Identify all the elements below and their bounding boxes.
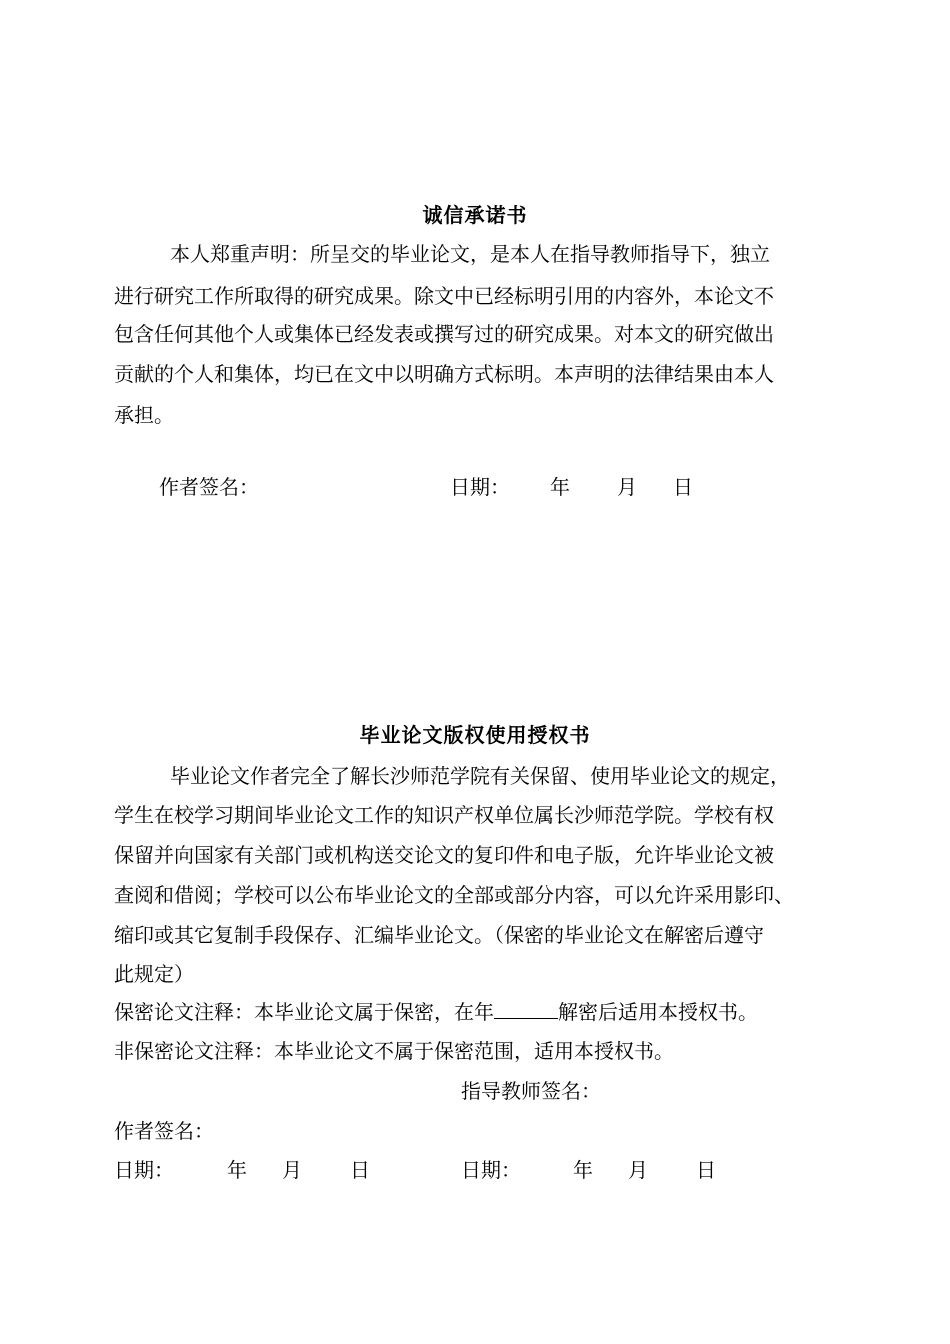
- advisor-date-label: 日期：: [461, 1158, 521, 1182]
- advisor-day-label: 日: [696, 1158, 716, 1182]
- confidential-year-blank: [494, 1000, 558, 1019]
- copyright-line-2: 学生在校学习期间毕业论文工作的知识产权单位属长沙师范学院。学校有权: [114, 803, 774, 827]
- copyright-line-5: 缩印或其它复制手段保存、汇编毕业论文。（保密的毕业论文在解密后遵守: [114, 923, 764, 947]
- nonconfidential-note: 非保密论文注释：本毕业论文不属于保密范围，适用本授权书。: [114, 1039, 674, 1063]
- copyright-line-4: 查阅和借阅；学校可以公布毕业论文的全部或部分内容，可以允许采用影印、: [114, 883, 794, 907]
- integrity-date-label: 日期：: [450, 475, 510, 499]
- integrity-line-3: 包含任何其他个人或集体已经发表或撰写过的研究成果。对本文的研究做出: [114, 322, 774, 346]
- copyright-author-sign-label: 作者签名：: [114, 1119, 214, 1143]
- integrity-line-5: 承担。: [114, 403, 174, 427]
- integrity-author-sign-label: 作者签名：: [159, 475, 259, 499]
- integrity-month-label: 月: [617, 475, 637, 499]
- copyright-line-1: 毕业论文作者完全了解长沙师范学院有关保留、使用毕业论文的规定，: [170, 764, 790, 788]
- integrity-line-1: 本人郑重声明：所呈交的毕业论文，是本人在指导教师指导下，独立: [170, 242, 770, 266]
- copyright-title: 毕业论文版权使用授权书: [359, 723, 591, 747]
- advisor-month-label: 月: [628, 1158, 648, 1182]
- integrity-day-label: 日: [673, 475, 693, 499]
- confidential-note-prefix: 保密论文注释：本毕业论文属于保密，在年: [114, 1000, 494, 1024]
- advisor-sign-label: 指导教师签名：: [461, 1079, 601, 1103]
- integrity-line-4: 贡献的个人和集体，均已在文中以明确方式标明。本声明的法律结果由本人: [114, 362, 774, 386]
- copyright-line-3: 保留并向国家有关部门或机构送交论文的复印件和电子版，允许毕业论文被: [114, 843, 774, 867]
- author-date-label: 日期：: [114, 1158, 174, 1182]
- confidential-note-suffix: 解密后适用本授权书。: [558, 1000, 758, 1024]
- author-year-label: 年: [227, 1158, 247, 1182]
- integrity-line-2: 进行研究工作所取得的研究成果。除文中已经标明引用的内容外，本论文不: [114, 284, 774, 308]
- confidential-note: [114, 1000, 758, 1024]
- integrity-year-label: 年: [550, 475, 570, 499]
- author-month-label: 月: [282, 1158, 302, 1182]
- copyright-line-6: 此规定）: [114, 962, 194, 986]
- integrity-title: 诚信承诺书: [422, 203, 528, 227]
- advisor-year-label: 年: [573, 1158, 593, 1182]
- author-day-label: 日: [350, 1158, 370, 1182]
